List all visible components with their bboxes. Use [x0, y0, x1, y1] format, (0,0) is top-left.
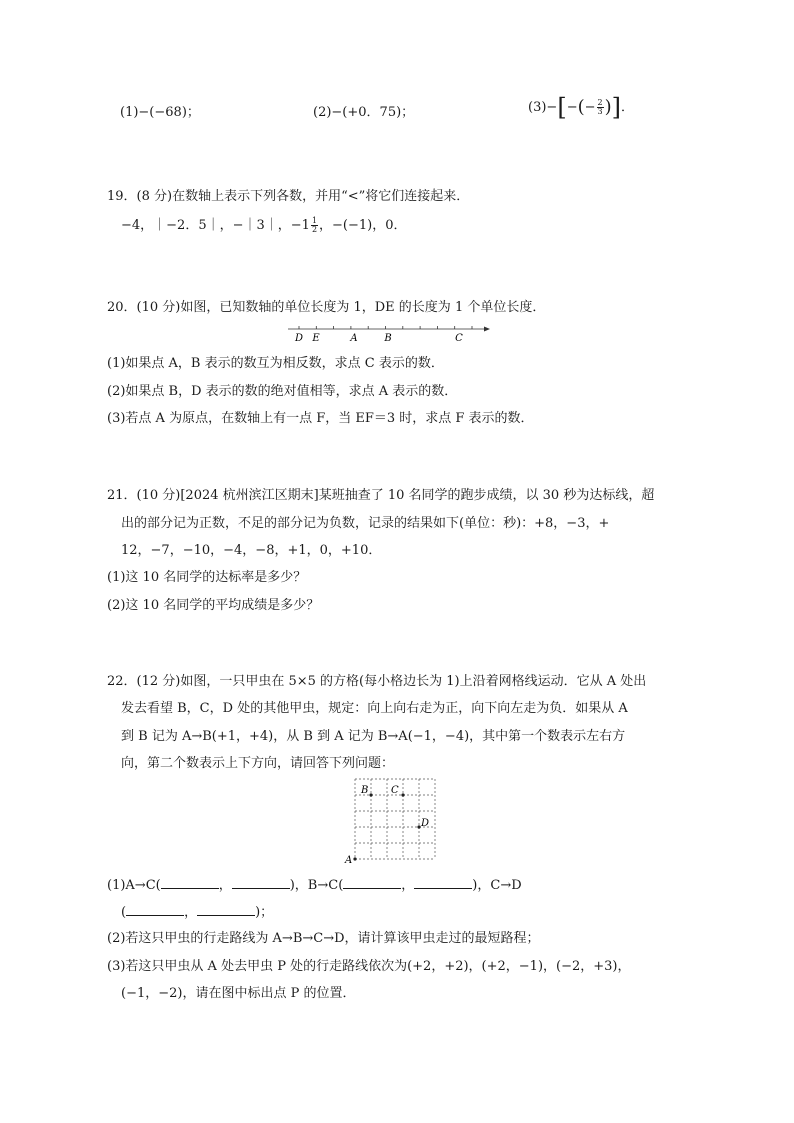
- right-bracket: ]: [611, 93, 622, 122]
- left-bracket: [: [557, 93, 567, 122]
- q22-sub3-line2: (−1，−2)，请在图中标出点 P 的位置．: [121, 986, 356, 1001]
- q22-line3: 到 B 记为 A→B(+1，+4)，从 B 到 A 记为 B→A(−1，−4)，其中第一个数表示左右方: [121, 729, 626, 744]
- axis-label-c: C: [455, 333, 463, 344]
- answer-blank[interactable]: [232, 876, 290, 889]
- q20-title: 20．(10 分)如图，已知数轴的单位长度为 1，DE 的长度为 1 个单位长度．: [107, 300, 546, 315]
- axis-label-e: E: [312, 333, 320, 344]
- q22-sub1: [107, 876, 522, 895]
- q20-sub3: (3)若点 A 为原点，在数轴上有一点 F，当 EF＝3 时，求点 F 表示的数．: [107, 411, 534, 426]
- q19-numbers-part-b: ，−(−1)，0．: [319, 218, 407, 233]
- blank-separator: ，: [401, 878, 415, 893]
- q22-line1: 22．(12 分)如图，一只甲虫在 5×5 的方格(每小格边长为 1)上沿着网格线运动．它从 A 处出: [107, 674, 647, 689]
- q21-sub2: (2)这 10 名同学的平均成绩是多少？: [107, 598, 320, 613]
- q19-numbers-part-a: −4，｜−2．5｜，−｜3｜，−1: [121, 218, 310, 233]
- fraction-two-thirds: [597, 99, 604, 116]
- fraction-sign: −: [584, 100, 596, 115]
- answer-blank[interactable]: [161, 876, 219, 889]
- q22-sub1-d: (: [121, 905, 127, 920]
- q22-line2: 发去看望 B，C，D 处的其他甲虫，规定：向上向右走为正，向下向左走为负．如果从 A: [121, 701, 628, 716]
- grid-label-d: D: [421, 818, 430, 829]
- q18-part3-prefix: (3)−: [528, 100, 558, 115]
- fraction-denominator: 3: [597, 107, 603, 116]
- axis-label-a: A: [350, 333, 358, 344]
- q22-sub1-continued: [121, 903, 273, 922]
- grid-label-a: A: [345, 855, 353, 865]
- q22-sub1-e: )；: [255, 905, 274, 920]
- right-paren: ): [604, 96, 612, 118]
- grid-label-b: B: [361, 785, 369, 796]
- fraction-numerator: 2: [597, 98, 603, 107]
- axis-label-d: D: [294, 333, 304, 344]
- q19-numbers: [121, 217, 407, 235]
- q22-line4: 向，第二个数表示上下方向，请回答下列问题：: [121, 756, 395, 771]
- answer-blank[interactable]: [197, 903, 255, 916]
- answer-blank[interactable]: [343, 876, 401, 889]
- q18-part2: (2)−(+0．75)；: [313, 105, 415, 120]
- blank-separator: ，: [184, 905, 198, 920]
- point-a-dot: [353, 857, 356, 860]
- inner-minus: −: [566, 100, 578, 115]
- left-paren: (: [577, 96, 585, 118]
- point-c-dot: [401, 793, 404, 796]
- q22-sub1-b: )，B→C(: [289, 878, 344, 893]
- number-line-figure: [282, 320, 496, 344]
- blank-separator: ，: [218, 878, 232, 893]
- point-b-dot: [369, 793, 372, 796]
- q22-sub1-c: )，C→D: [472, 878, 522, 893]
- fraction-numerator: 1: [311, 216, 318, 225]
- q18-part3-end: ．: [621, 100, 635, 115]
- q21-line3: 12，−7，−10，−4，−8，+1，0，+10．: [121, 543, 382, 558]
- q21-line1: 21．(10 分)[2024 杭州滨江区期末]某班抽查了 10 名同学的跑步成绩，以 30 秒为达标线，超: [107, 488, 655, 503]
- q22-sub3-line1: (3)若这只甲虫从 A 处去甲虫 P 处的行走路线依次为(+2，+2)，(+2，−1)，(−2，+3)，: [107, 959, 631, 974]
- q21-line2: 出的部分记为正数，不足的部分记为负数，记录的结果如下(单位：秒)：+8，−3，+: [121, 516, 610, 531]
- fraction-denominator: 2: [311, 225, 318, 234]
- number-line-ticks: [299, 326, 472, 329]
- q18-part3: [528, 93, 635, 122]
- axis-label-b: B: [384, 333, 392, 344]
- fraction-one-half: [311, 217, 318, 234]
- q18-part1: (1)−(−68)；: [120, 105, 200, 120]
- q19-title: 19．(8 分)在数轴上表示下列各数，并用“<”将它们连接起来．: [107, 189, 470, 204]
- answer-blank[interactable]: [414, 876, 472, 889]
- q22-sub1-a: (1)A→C(: [107, 878, 161, 893]
- q20-sub1: (1)如果点 A，B 表示的数互为相反数，求点 C 表示的数．: [107, 356, 444, 371]
- grid-label-c: C: [391, 785, 399, 796]
- q20-sub2: (2)如果点 B，D 表示的数的绝对值相等，求点 A 表示的数．: [107, 384, 458, 399]
- grid-figure: [340, 775, 440, 865]
- answer-blank[interactable]: [126, 903, 184, 916]
- q21-sub1: (1)这 10 名同学的达标率是多少？: [107, 570, 307, 585]
- q22-sub2: (2)若这只甲虫的行走路线为 A→B→C→D，请计算该甲虫走过的最短路程；: [107, 931, 540, 946]
- number-line-arrow-icon: [484, 327, 490, 332]
